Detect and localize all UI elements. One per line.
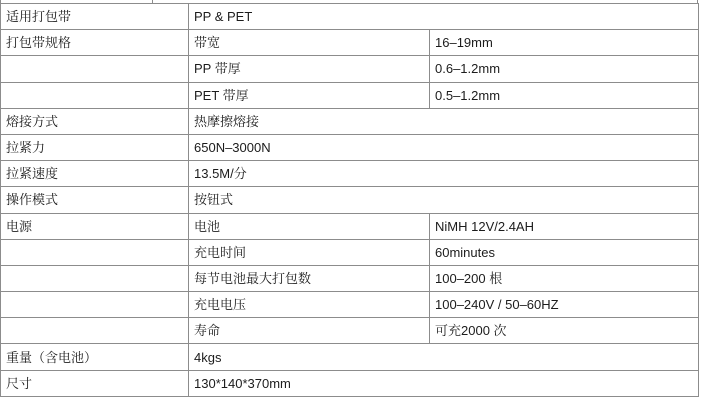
table-row <box>1 4 699 30</box>
spec-attribute-cell: 带宽 <box>189 30 430 56</box>
spec-value-cell: 可充2000 次 <box>430 318 699 344</box>
spec-category-cell: 打包带规格 <box>1 30 189 56</box>
spec-category-cell: 电源 <box>1 213 189 239</box>
spec-value-cell: 4kgs <box>189 344 699 370</box>
spec-value-cell: 热摩擦熔接 <box>189 108 699 134</box>
specification-table-body <box>1 4 699 397</box>
table-row <box>1 161 699 187</box>
spec-value-cell: 按钮式 <box>189 187 699 213</box>
spec-category-cell <box>1 56 189 82</box>
spec-category-cell: 操作模式 <box>1 187 189 213</box>
spec-attribute-cell: PET 带厚 <box>189 82 430 108</box>
table-row <box>1 370 699 396</box>
spec-category-cell: 熔接方式 <box>1 108 189 134</box>
spec-value-cell: 100–200 根 <box>430 265 699 291</box>
spec-attribute-cell: 充电时间 <box>189 239 430 265</box>
spec-value-cell: 650N–3000N <box>189 134 699 160</box>
specification-table <box>0 3 699 397</box>
table-row <box>1 344 699 370</box>
spec-category-cell <box>1 265 189 291</box>
table-row <box>1 30 699 56</box>
spec-category-cell <box>1 82 189 108</box>
table-row <box>1 239 699 265</box>
spec-value-cell: 100–240V / 50–60HZ <box>430 292 699 318</box>
spec-category-cell: 拉紧速度 <box>1 161 189 187</box>
spec-value-cell: 130*140*370mm <box>189 370 699 396</box>
spec-value-cell: PP & PET <box>189 4 699 30</box>
spec-attribute-cell: PP 带厚 <box>189 56 430 82</box>
spec-attribute-cell: 电池 <box>189 213 430 239</box>
spec-category-cell <box>1 292 189 318</box>
table-row <box>1 108 699 134</box>
table-row <box>1 187 699 213</box>
spec-attribute-cell: 每节电池最大打包数 <box>189 265 430 291</box>
spec-attribute-cell: 充电电压 <box>189 292 430 318</box>
spec-attribute-cell: 寿命 <box>189 318 430 344</box>
spec-value-cell: 16–19mm <box>430 30 699 56</box>
table-row <box>1 292 699 318</box>
table-row <box>1 82 699 108</box>
table-row <box>1 265 699 291</box>
spec-category-cell: 重量（含电池） <box>1 344 189 370</box>
spec-value-cell: 0.5–1.2mm <box>430 82 699 108</box>
spec-category-cell: 适用打包带 <box>1 4 189 30</box>
spec-category-cell <box>1 318 189 344</box>
table-row <box>1 213 699 239</box>
spec-category-cell <box>1 239 189 265</box>
spec-value-cell: 13.5M/分 <box>189 161 699 187</box>
table-row <box>1 56 699 82</box>
spec-category-cell: 尺寸 <box>1 370 189 396</box>
spec-value-cell: 0.6–1.2mm <box>430 56 699 82</box>
spec-category-cell: 拉紧力 <box>1 134 189 160</box>
spec-value-cell: NiMH 12V/2.4AH <box>430 213 699 239</box>
table-row <box>1 134 699 160</box>
table-row <box>1 318 699 344</box>
spec-value-cell: 60minutes <box>430 239 699 265</box>
